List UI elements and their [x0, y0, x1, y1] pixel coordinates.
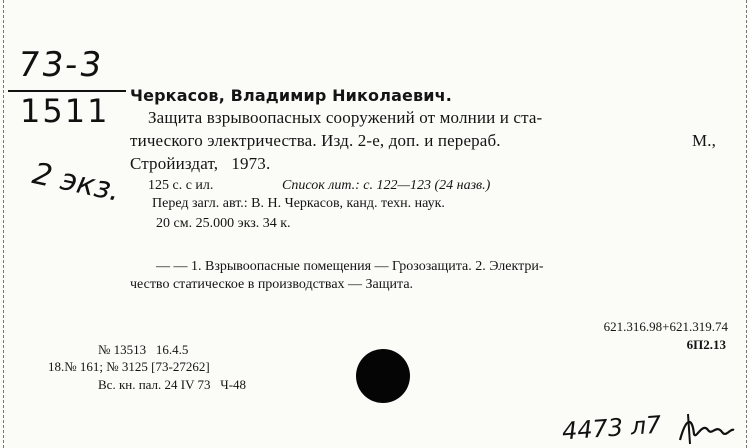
title-line-2: тического электричества. Изд. 2-е, доп. и перераб.: [130, 131, 501, 150]
author-heading: Черкасов, Владимир Николаевич.: [130, 86, 453, 105]
publisher-year: Стройиздат, 1973.: [130, 154, 271, 173]
bibliography-note: Список лит.: с. 122—123 (24 назв.): [282, 178, 491, 193]
pagination: 125 с. с ил.: [148, 178, 214, 193]
bottom-code: 4473 л7: [561, 410, 663, 446]
record-number: № 13513 16.4.5: [98, 342, 189, 357]
udc-number: 621.316.98+621.319.74: [603, 319, 728, 334]
print-line: Вс. кн. пал. 24 IV 73 Ч-48: [98, 377, 247, 392]
signature: [676, 410, 736, 446]
call-number-top: 73-3: [15, 45, 106, 85]
publication-place: М.,: [692, 131, 717, 150]
title-line-1: Защита взрывоопасных сооружений от молнии и ста-: [148, 108, 543, 127]
subject-line-1: — — 1. Взрывоопасные помещения — Грозозащита. 2. Электри-: [156, 259, 544, 274]
author-note: Перед загл. авт.: В. Н. Черкасов, канд. техн. наук.: [152, 196, 445, 211]
subject-line-2: чество статическое в производствах — Защита.: [130, 277, 414, 292]
ink-blot: [356, 349, 410, 403]
format-price: 20 см. 25.000 экз. 34 к.: [156, 216, 291, 231]
copies-note: 2 экз.: [29, 156, 124, 209]
order-line: 18.№ 161; № 3125 [73-27262]: [48, 359, 210, 374]
card-left-edge: [3, 0, 5, 448]
bbk-number: 6П2.13: [686, 337, 726, 352]
call-number-bottom: 1511: [20, 92, 110, 130]
card-right-edge: [746, 0, 748, 448]
